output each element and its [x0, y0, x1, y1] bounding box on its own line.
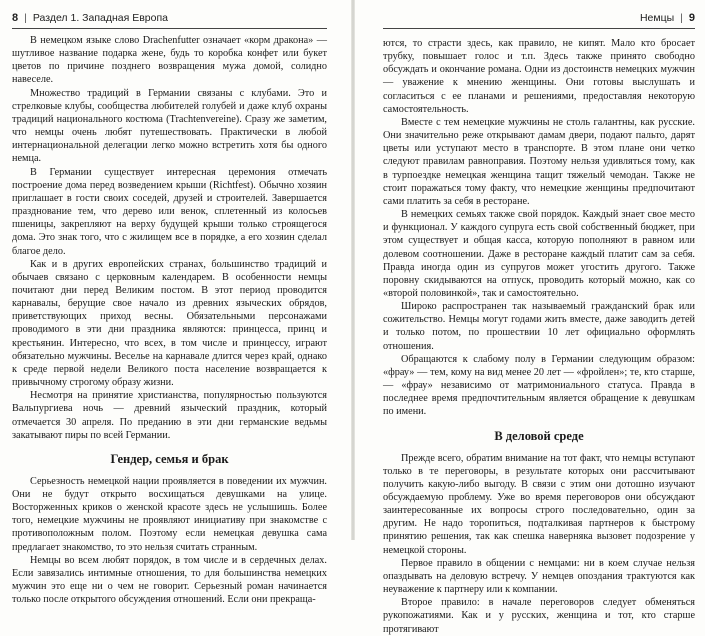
running-header-right: [383, 10, 695, 26]
page-number-right: 9: [688, 12, 695, 24]
paragraph: Серьезность немецкой нации проявляется в поведении их мужчин. Они не будут открыто восхищаться девушками на улице. Восторженных криков о женской красоте здесь не услышишь. Более того, немецкие мужчины не проявляют инициативу при знакомстве с противоположным полом. Поэтому если немецкая девушка сама предлагает знакомство, то это нельзя считать странным.: [12, 475, 327, 553]
paragraph: Первое правило в общении с немцами: ни в коем случае нельзя опаздывать на деловую встречу. У немцев опоздания трактуются как неуважение к партнеру или к компании.: [383, 557, 695, 596]
paragraph: Вместе с тем немецкие мужчины не столь галантны, как русские. Они значительно реже открывают дамам двери, подают пальто, дарят цветы или уступают место в транспорте. В этом плане они четко следуют правилам равноправия. Поэтому нельзя удивляться тому, как в турпоездке немецкая женщина тащит тяжелый чемодан. Также не стоит поражаться тому факту, что немецкие женщины предпочитают сами платить за себя в ресторане.: [383, 116, 695, 207]
paragraph: Прежде всего, обратим внимание на тот факт, что немцы вступают только в те переговоры, в результате которых они рассчитывают получить какую-либо выгоду. В связи с этим они дотошно изучают обсуждаемую проблему. Уже во время переговоров они обсуждают заинтересованные их вопросы строго последовательно, один за другим. Не надо торопиться, подталкивая партнеров к быстрому принятию решения, так как спешка наверняка вызовет подозрение у немецкой стороны.: [383, 452, 695, 556]
chapter-title: Немцы: [639, 12, 675, 24]
section-heading: В деловой среде: [494, 428, 584, 443]
paragraph: Несмотря на принятие христианства, популярностью пользуются Вальпургиева ночь — древний языческий праздник, который отмечается 30 апреля. По преданию в эти дни германские ведьмы закатывают пиры по всей Германии.: [12, 390, 327, 441]
section-title: Раздел 1. Западная Европа: [32, 12, 169, 24]
page-number-left: 8: [12, 12, 19, 24]
right-text-column: [383, 37, 695, 635]
paragraph: В немецких семьях также свой порядок. Каждый знает свое место и функционал. У каждого супруга есть свой собственный бюджет, при этом существует и общая касса, которую пополняют в равном или долевом соотношении. Даже в ресторане каждый платит сам за себя. Правда иногда один из супругов может угостить другого. Также поровну скидываются на отпуск, проводить который можно, как со «второй половинкой», так и самостоятельно.: [383, 209, 695, 299]
paragraph: Как и в других европейских странах, большинство традиций и обычаев связано с церковным календарем. В особенности немцы почитают дни перед Великим постом. В этот период проводится карнавалы, берущие свое начало из древних языческих обрядов, приветствующих приход весны. Обязательными персонажами проводимого в эти дни праздника являются: принцесса, принц и крестьянин. Интересно, что всех, в том числе и принцессу, играют обязательно мужчины. Веселье на карнавале длится через край, однако к среде первой недели Великого поста население возвращается к привычному строгому образу жизни.: [12, 258, 327, 389]
right-page: [355, 0, 705, 635]
paragraph: В немецком языке слово Drachenfutter означает «корм дракона» — шутливое название подарка жене, будь то коробка конфет или букет цветов по причине позднего возвращения мужа домой, солидно навеселе.: [12, 35, 327, 86]
paragraph-continued: ются, то страсти здесь, как правило, не кипят. Мало кто бросает трубку, повышает голос и т.п. Здесь также принято свободно обсуждать и окончание романа. Одни из достоинств немецких мужчин — уважение к мнению женщины. Они готовы выслушать и согласиться с ее планами и решениями, предоставляя некоторую самостоятельность.: [383, 38, 695, 115]
header-rule-left: [12, 28, 327, 29]
left-text-column: [12, 34, 327, 606]
left-page: [0, 0, 351, 606]
header-rule-right: [383, 28, 695, 29]
paragraph: Обращаются к слабому полу в Германии следующим образом: «фрау» — тем, кому на вид менее 20 лет — «фройлен»; те, кто старше, — «фрау» независимо от матримониального статуса. Правда в последнее время предпочтительным является обращение к девушкам по имени.: [383, 353, 695, 418]
header-separator: |: [680, 12, 683, 24]
header-separator: |: [24, 12, 27, 24]
paragraph: Множество традиций в Германии связаны с клубами. Это и стрелковые клубы, сообщества любителей голубей и даже клуб охраны традиций национального костюма (Trachtenvereine). Сразу же заметим, что немцы очень любят путешествовать. Практически в любой интернациональной делегации легко можно встретить хотя бы одного немца.: [12, 87, 327, 165]
paragraph: Немцы во всем любят порядок, в том числе и в сердечных делах. Если завязались интимные отношения, то для большинства немецких мужчин это еще ни о чем не говорит. Серьезный роман начинается только после открытого обсуждения отношений. Если они прекраща-: [12, 554, 327, 606]
paragraph: Второе правило: в начале переговоров следует обменяться рукопожатиями. Как и у русских, женщина и тот, кто старше протягивают: [383, 597, 695, 635]
running-header-left: [12, 10, 327, 26]
paragraph: В Германии существует интересная церемония отмечать построение дома перед возведением крыши (Richtfest). Обычно хозяин приглашает в гости своих соседей, друзей и строителей. Завершается празднование тем, что дерево или венок, сплетенный из колосьев пшеницы, закрепляют на верху будущей крыши только строящегося дома. Это знак того, что с жилищем все в порядке, а его хозяин сделал благое дело.: [12, 166, 327, 257]
paragraph: Широко распространен так называемый гражданский брак или сожительство. Немцы могут годами жить вместе, даже заводить детей и только потом, по прошествии 10 лет официально оформлять отношения.: [383, 301, 695, 352]
section-heading: Гендер, семья и брак: [110, 451, 229, 466]
